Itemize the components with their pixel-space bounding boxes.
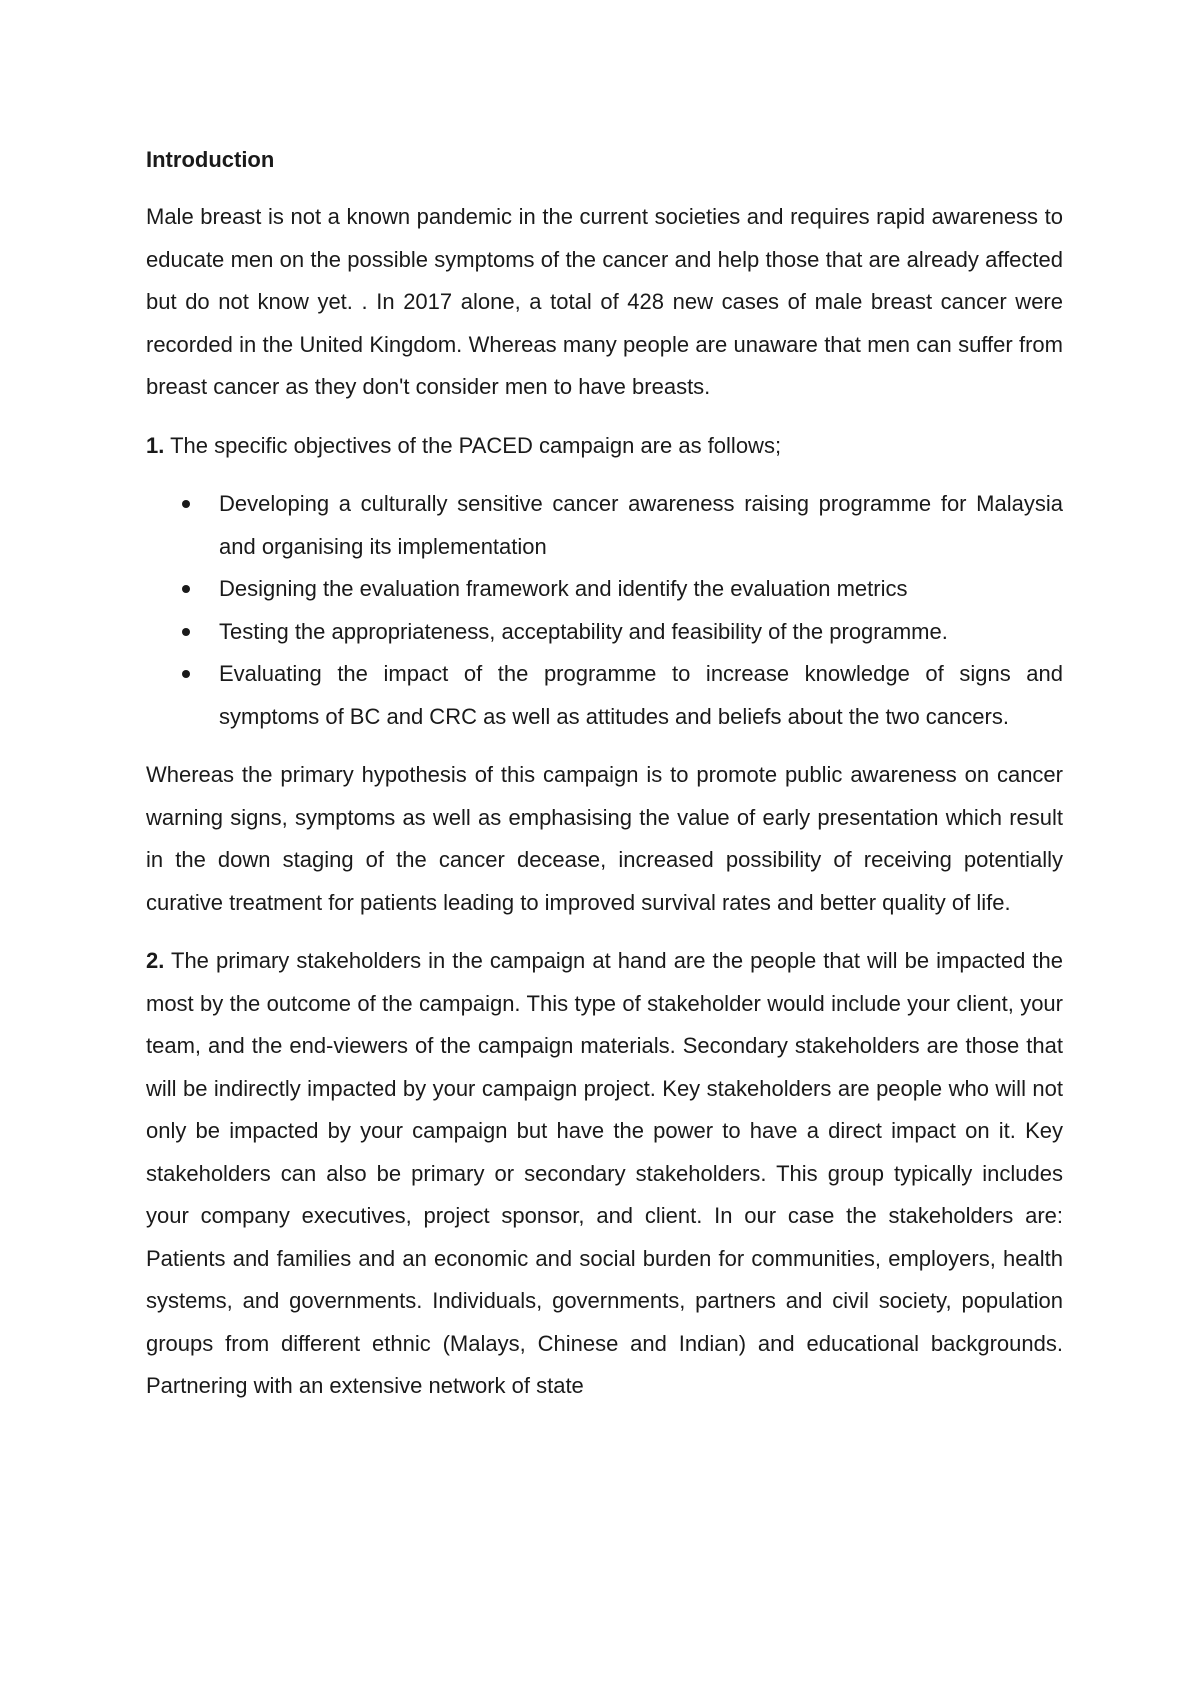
section-number: 2. xyxy=(146,948,165,973)
document-body xyxy=(146,145,1063,1424)
hypothesis-paragraph: Whereas the primary hypothesis of this campaign is to promote public awareness on cancer warning signs, symptoms as well as emphasising the value of early presentation which result in the down staging of the cancer decease, increased possibility of receiving potentially curative treatment for patients leading to improved survival rates and better quality of life. xyxy=(146,762,1063,915)
stakeholders-text: The primary stakeholders in the campaign at hand are the people that will be impacted the most by the outcome of the campaign. This type of stakeholder would include your client, your team, and the end-viewers of the campaign materials. Secondary stakeholders are those that will be indirectly impacted by your campaign project. Key stakeholders are people who will not only be impacted by your campaign but have the power to have a direct impact on it. Key stakeholders can also be primary or secondary stakeholders. This group typically includes your company executives, project sponsor, and client. In our case the stakeholders are: Patients and families and an economic and social burden for communities, employers, health systems, and governments. Individuals, governments, partners and civil society, population groups from different ethnic (Malays, Chinese and Indian) and educational backgrounds. Partnering with an extensive network of state xyxy=(146,948,1063,1398)
objectives-lead-text: The specific objectives of the PACED campaign are as follows; xyxy=(164,432,782,458)
list-item xyxy=(146,483,1063,568)
list-item-text: Testing the appropriateness, acceptability and feasibility of the programme. xyxy=(219,618,948,644)
list-item-text: Designing the evaluation framework and identify the evaluation metrics xyxy=(219,576,908,601)
section-heading: Introduction xyxy=(146,147,275,172)
bullet-icon xyxy=(182,585,190,593)
list-item xyxy=(146,653,1063,738)
list-item xyxy=(146,568,1063,611)
objectives-lead-paragraph xyxy=(146,425,1063,468)
list-item-text: Developing a culturally sensitive cancer awareness raising programme for Malaysia and organising its implementation xyxy=(219,491,1063,559)
intro-paragraph: Male breast is not a known pandemic in the current societies and requires rapid awareness to educate men on the possible symptoms of the cancer and help those that are already affected but do not know yet. . In 2017 alone, a total of 428 new cases of male breast cancer were recorded in the United Kingdom. Whereas many people are unaware that men can suffer from breast cancer as they don't consider men to have breasts. xyxy=(146,204,1063,399)
bullet-icon xyxy=(182,500,190,508)
list-item xyxy=(146,611,1063,654)
bullet-icon xyxy=(182,670,190,678)
section-number: 1. xyxy=(146,432,165,458)
bullet-icon xyxy=(182,628,190,636)
list-item-text: Evaluating the impact of the programme to increase knowledge of signs and symptoms of BC and CRC as well as attitudes and beliefs about the two cancers. xyxy=(219,661,1063,729)
objectives-list xyxy=(146,483,1063,738)
stakeholders-paragraph xyxy=(146,940,1063,1408)
